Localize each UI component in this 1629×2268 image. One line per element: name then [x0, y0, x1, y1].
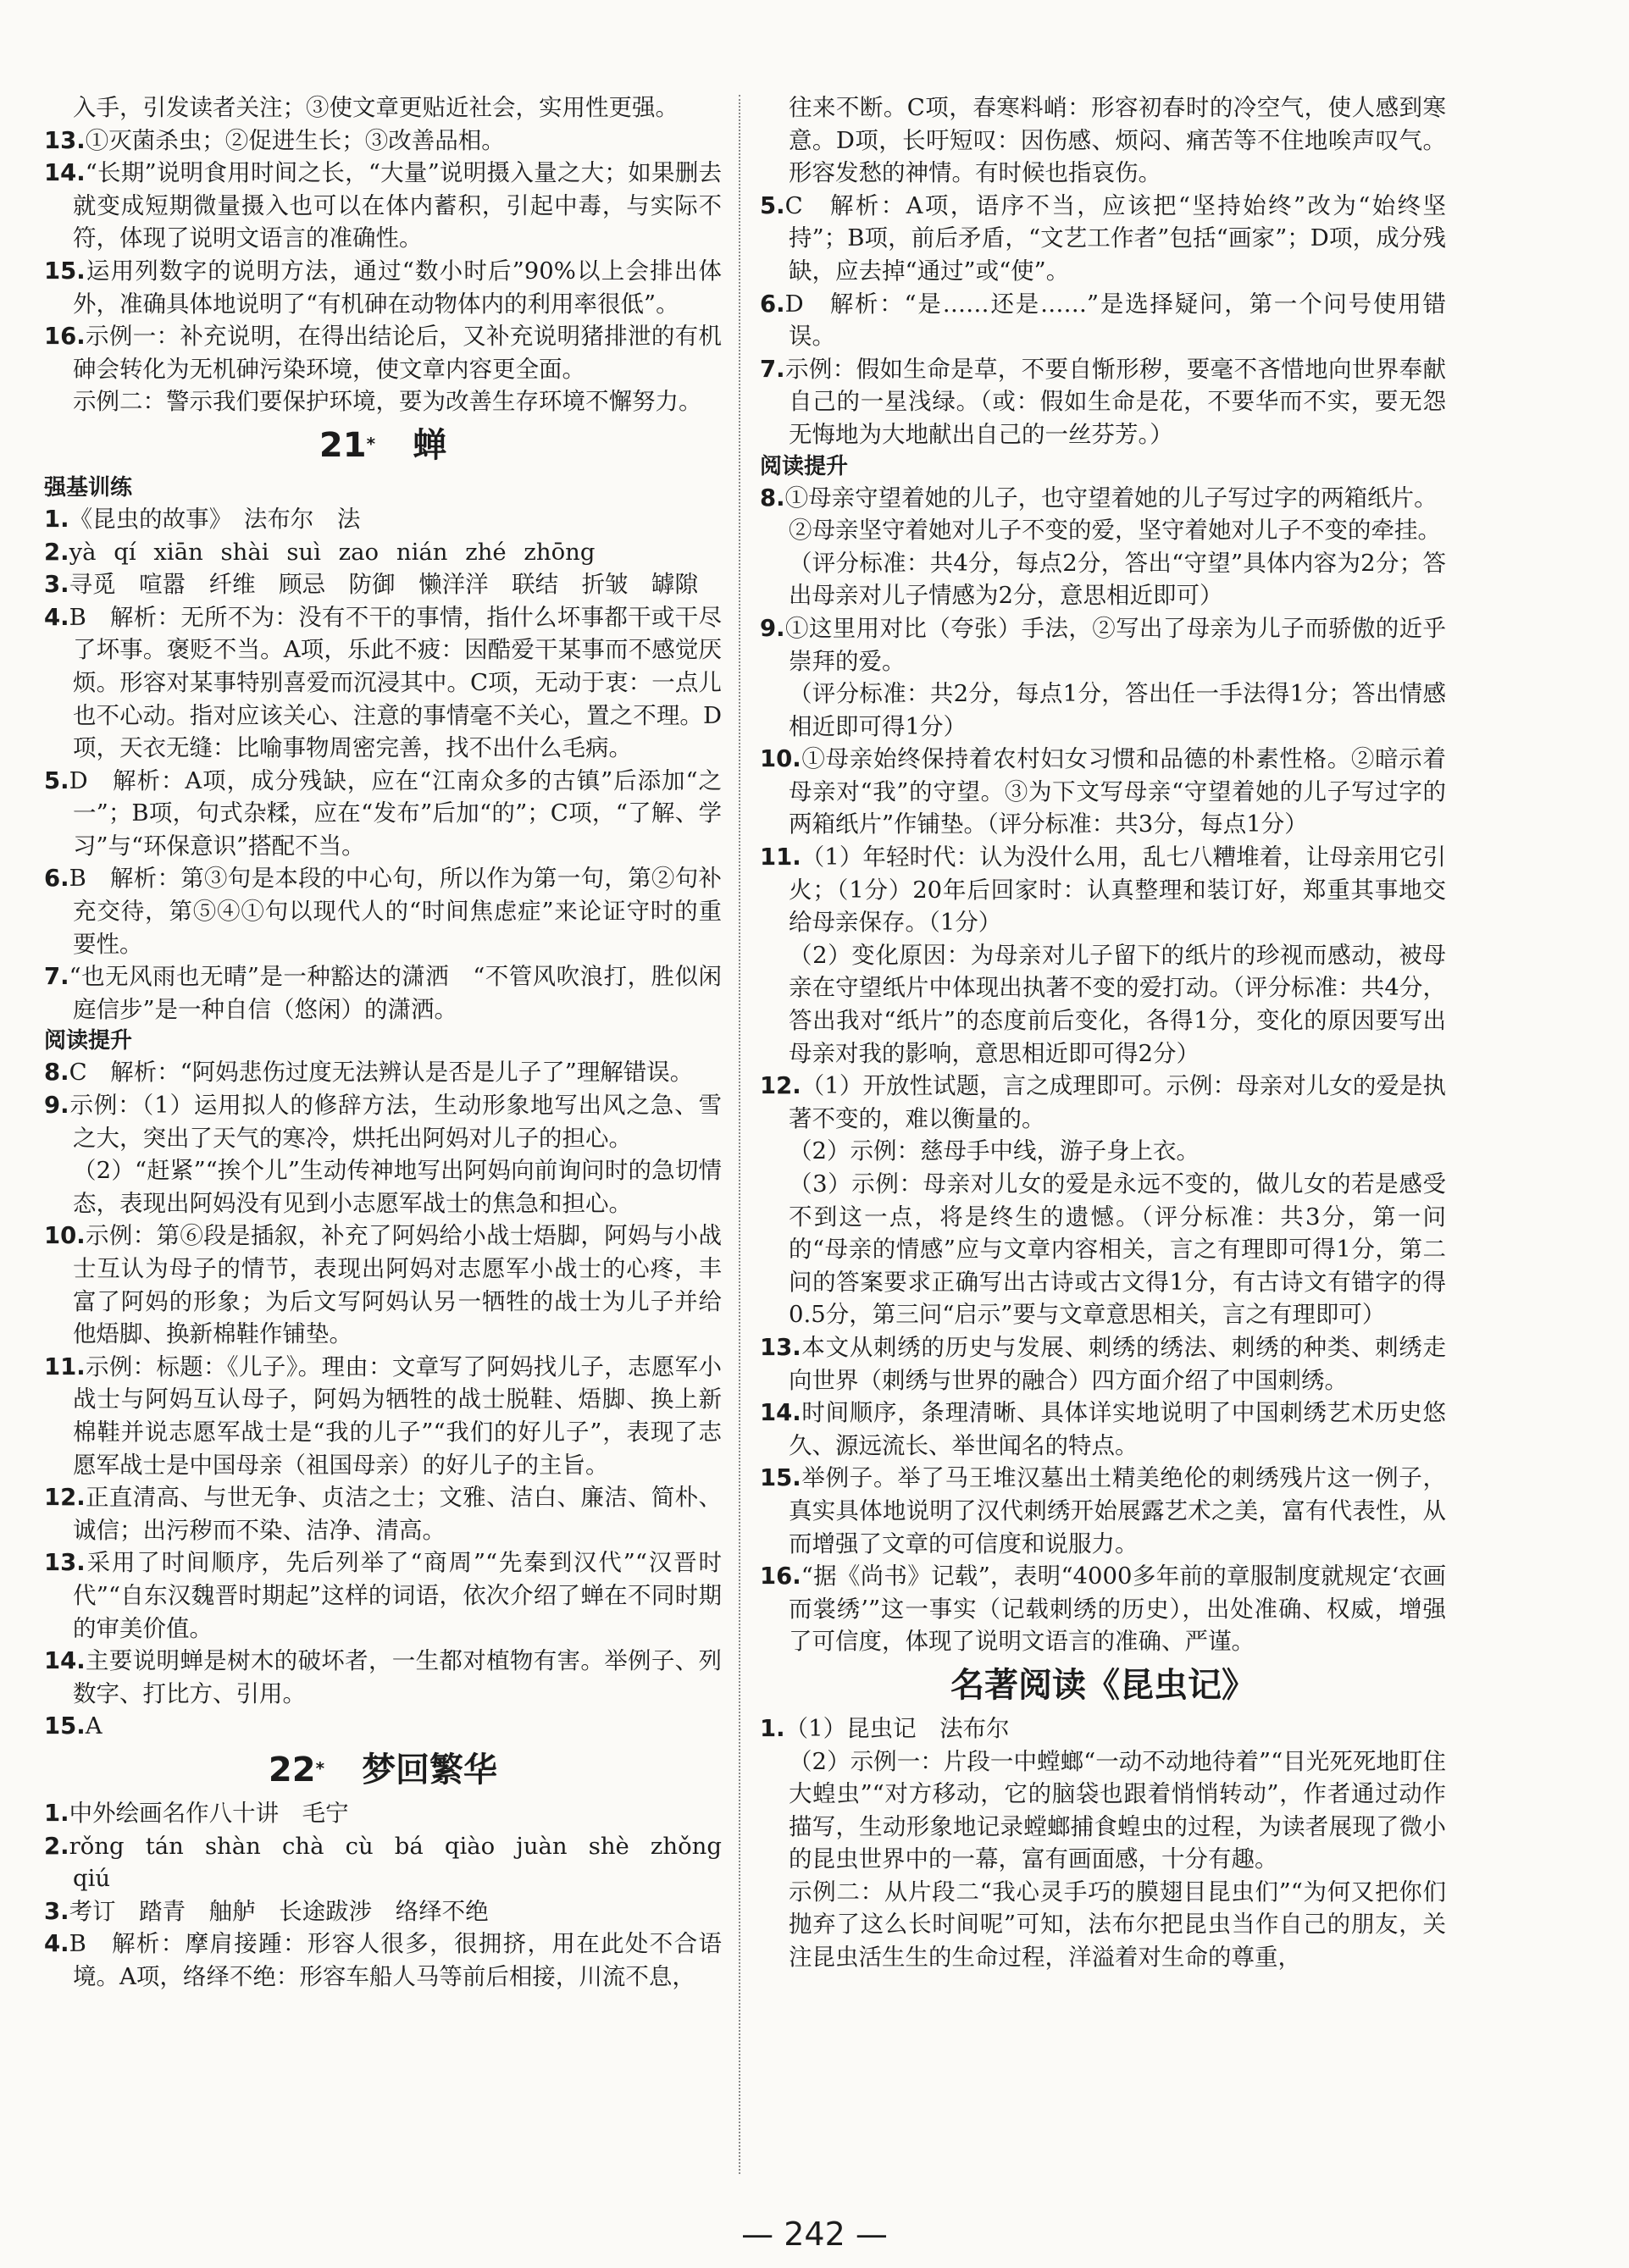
answer-text: （1）开放性试题，言之成理即可。示例：母亲对儿女的爱是执著不变的，难以衡量的。	[789, 1072, 1446, 1132]
answer-item	[44, 1797, 722, 1830]
answer-item	[760, 1876, 1446, 1974]
answer-item	[44, 1928, 722, 1993]
answer-item	[44, 601, 722, 765]
answer-text: D 解析：“是……还是……”是选择疑问，第一个问号使用错误。	[784, 290, 1446, 351]
question-number: 5.	[44, 766, 69, 794]
answer-text: ①这里用对比（夸张）手法，②写出了母亲为儿子而骄傲的近乎崇拜的爱。	[784, 614, 1446, 675]
right-column	[760, 91, 1446, 1974]
answer-item	[760, 1462, 1446, 1560]
answer-item	[44, 1481, 722, 1546]
answer-item	[44, 503, 722, 536]
answer-item	[44, 1351, 722, 1481]
answer-text: ①母亲守望着她的儿子，也守望着她的儿子写过字的两箱纸片。	[784, 484, 1438, 512]
answer-item	[760, 1560, 1446, 1658]
answer-item	[44, 157, 722, 255]
answer-item	[44, 862, 722, 960]
answer-text: ②母亲坚守着她对儿子不变的爱，坚守着她对儿子不变的牵挂。	[789, 517, 1441, 545]
lesson-heading	[760, 1660, 1446, 1711]
answer-text: （2）变化原因：为母亲对儿子留下的纸片的珍视而感动，被母亲在守望纸片中体现出执著不变的爱打动。（评分标准：共4分，答出我对“纸片”的态度前后变化，各得1分，变化的原因要写出母亲对我的影响，意思相近即可得2分）	[789, 941, 1446, 1067]
question-number: 2.	[44, 1832, 69, 1860]
answer-item	[44, 1056, 722, 1089]
answer-item	[760, 91, 1446, 190]
answer-text: 示例二：从片段二“我心灵手巧的膜翅目昆虫们”“为何又把你们抛弃了这么长时间呢”可知，法布尔把昆虫当作自己的朋友，关注昆虫活生生的生命过程，洋溢着对生命的尊重，	[789, 1878, 1446, 1972]
question-number: 16.	[44, 323, 86, 351]
answer-text: （2）示例一：片段一中螳螂“一动不动地待着”“目光死死地盯住大蝗虫”“对方移动，它的脑袋也跟着悄悄转动”，作者通过动作描写，生动形象地记录螳螂捕食蝗虫的过程，为读者展现了微小的昆虫世界中的一幕，富有画面感，十分有趣。	[789, 1747, 1446, 1873]
answer-text: 运用列数字的说明方法，通过“数小时后”90%以上会排出体外，准确具体地说明了“有机砷在动物体内的利用率很低”。	[73, 257, 722, 318]
lesson-heading	[44, 420, 722, 471]
answer-item	[44, 536, 722, 569]
answer-item	[760, 1135, 1446, 1168]
answer-text: （1）昆虫记 法布尔	[784, 1714, 1010, 1742]
question-number: 4.	[44, 1930, 69, 1958]
answer-text: 中外绘画名作八十讲 毛宁	[69, 1799, 349, 1827]
answer-text: 采用了时间顺序，先后列举了“商周”“先秦到汉代”“汉晋时代”“自东汉魏晋时期起”这样的词语，依次介绍了蝉在不同时期的审美价值。	[73, 1549, 722, 1642]
question-number: 1.	[44, 505, 69, 533]
answer-text: “据《尚书》记载”，表明“4000多年前的章服制度就规定‘衣画而裳绣’”这一事实（记载刺绣的历史），出处准确、权威，增强了可信度，体现了说明文语言的准确、严谨。	[789, 1563, 1446, 1656]
answer-item	[760, 743, 1446, 841]
column-divider	[739, 95, 740, 2174]
answer-text: 示例二：警示我们要保护环境，要为改善生存环境不懈努力。	[73, 388, 702, 416]
answer-item	[44, 568, 722, 601]
answer-text: 时间顺序，条理清晰、具体详实地说明了中国刺绣艺术历史悠久、源远流长、举世闻名的特点。	[789, 1399, 1446, 1459]
lesson-title: 名著阅读《昆虫记》	[950, 1665, 1255, 1705]
question-number: 12.	[760, 1072, 801, 1100]
question-number: 15.	[44, 257, 86, 285]
answer-text: “也无风雨也无晴”是一种豁达的潇洒 “不管风吹浪打，胜似闲庭信步”是一种自信（悠闲）的潇洒。	[69, 963, 722, 1023]
question-number: 11.	[760, 844, 801, 871]
answer-item	[760, 939, 1446, 1070]
answer-item	[760, 514, 1446, 547]
answer-item	[44, 1710, 722, 1743]
answer-text: 示例：（1）运用拟人的修辞方法，生动形象地写出风之急、雪之大，突出了天气的寒冷，烘托出阿妈对儿子的担心。	[69, 1092, 722, 1152]
answer-item	[44, 385, 722, 418]
answer-text: 示例一：补充说明，在得出结论后，又补充说明猪排泄的有机砷会转化为无机砷污染环境，使文章内容更全面。	[73, 323, 722, 383]
question-number: 8.	[44, 1059, 69, 1087]
answer-item	[44, 124, 722, 158]
answer-item	[760, 1397, 1446, 1462]
section-heading: 阅读提升	[760, 453, 849, 479]
answer-text: 主要说明蝉是树木的破坏者，一生都对植物有害。举例子、列数字、打比方、引用。	[73, 1647, 722, 1707]
question-number: 1.	[760, 1714, 785, 1742]
answer-text: 示例：第⑥段是插叙，补充了阿妈给小战士焐脚，阿妈与小战士互认为母子的情节，表现出阿妈对志愿军小战士的心疼，丰富了阿妈的形象；为后文写阿妈认另一牺牲的战士为儿子并给他焐脚、换新棉鞋作铺垫。	[73, 1222, 722, 1348]
lesson-title: 梦回繁华	[362, 1750, 498, 1790]
question-number: 3.	[44, 571, 69, 599]
question-number: 8.	[760, 484, 785, 512]
answer-text: rǒng tán shàn chà cù bá qiào juàn shè zhǒng qiú	[69, 1832, 722, 1893]
answer-item	[760, 190, 1446, 288]
answer-text: （3）示例：母亲对儿女的爱是永远不变的，做儿女的若是感受不到这一点，将是终生的遗憾。（评分标准：共3分，第一问的“母亲的情感”应与文章内容相关，言之有理即可得1分，第二问的答案要求正确写出古诗或古文得1分，有古诗文有错字的得0.5分，第三问“启示”要与文章意思相关，言之有理即可）	[789, 1170, 1446, 1329]
lesson-heading	[44, 1745, 722, 1795]
section-heading: 强基训练	[44, 474, 133, 501]
answer-text: （1）年轻时代：认为没什么用，乱七八糟堆着，让母亲用它引火；（1分）20年后回家时：认真整理和装订好，郑重其事地交给母亲保存。（1分）	[789, 844, 1446, 937]
answer-text: 《昆虫的故事》 法布尔 法	[69, 505, 361, 533]
answer-text: C 解析：A项，语序不当，应该把“坚持始终”改为“始终坚持”；B项，前后矛盾，“文艺工作者”包括“画家”；D项，成分残缺，应去掉“通过”或“使”。	[784, 191, 1446, 285]
question-number: 12.	[44, 1484, 86, 1512]
answer-text: （2）“赶紧”“挨个儿”生动传神地写出阿妈向前询问时的急切情态，表现出阿妈没有见到小志愿军战士的焦急和担心。	[73, 1157, 722, 1217]
left-column	[44, 91, 722, 1993]
answer-text: 考订 踏青 舳舻 长途跋涉 络绎不绝	[69, 1897, 489, 1925]
answer-text: 示例：标题：《儿子》。理由：文章写了阿妈找儿子，志愿军小战士与阿妈互认母子，阿妈为牺牲的战士脱鞋、焐脚、换上新棉鞋并说志愿军战士是“我的儿子”“我们的好儿子”，表现了志愿军战士是中国母亲（祖国母亲）的好儿子的主旨。	[73, 1353, 722, 1479]
question-number: 6.	[760, 290, 785, 318]
answer-item	[44, 1895, 722, 1928]
answer-text: 寻觅 喧嚣 纤维 顾忌 防御 懒洋洋 联结 折皱 罅隙	[69, 571, 699, 599]
answer-text: A	[85, 1712, 103, 1740]
page-footer: — 242 —	[741, 2215, 888, 2253]
question-number: 13.	[760, 1333, 801, 1361]
answer-text: （评分标准：共2分，每点1分，答出任一手法得1分；答出情感相近即可得1分）	[789, 680, 1446, 740]
answer-item	[760, 1745, 1446, 1876]
answer-text: 入手，引发读者关注；③使文章更贴近社会，实用性更强。	[73, 94, 679, 121]
question-number: 2.	[44, 538, 69, 566]
answer-text: ①灭菌杀虫；②促进生长；③改善品相。	[85, 126, 505, 154]
answer-item	[760, 1168, 1446, 1331]
question-number: 14.	[44, 1647, 86, 1675]
section-heading: 阅读提升	[44, 1028, 133, 1054]
lesson-mark: *	[315, 1757, 325, 1778]
question-number: 13.	[44, 1549, 86, 1577]
answer-item	[760, 353, 1446, 451]
question-number: 14.	[44, 159, 86, 187]
answer-text: （评分标准：共4分，每点2分，答出“守望”具体内容为2分；答出母亲对儿子情感为2分，意思相近即可）	[789, 549, 1446, 610]
answer-item	[44, 1089, 722, 1154]
lesson-title: 蝉	[413, 425, 447, 465]
answer-item	[760, 547, 1446, 612]
answer-text: D 解析：A项，成分残缺，应在“江南众多的古镇”后添加“之一”；B项，句式杂糅，应在“发布”后加“的”；C项，“了解、学习”与“环保意识”搭配不当。	[69, 766, 722, 860]
question-number: 6.	[44, 865, 69, 893]
question-number: 4.	[44, 603, 69, 631]
question-number: 9.	[760, 614, 785, 642]
answer-item	[44, 960, 722, 1026]
answer-text: “长期”说明食用时间之长，“大量”说明摄入量之大；如果删去就变成短期微量摄入也可以在体内蓄积，引起中毒，与实际不符，体现了说明文语言的准确性。	[73, 159, 722, 252]
answer-text: 示例：假如生命是草，不要自惭形秽，要毫不吝惜地向世界奉献自己的一星浅绿。（或：假如生命是花，不要华而不实，要无怨无悔地为大地献出自己的一丝芬芳。）	[784, 355, 1446, 448]
answer-item	[760, 1331, 1446, 1397]
question-number: 9.	[44, 1092, 69, 1120]
answer-text: （2）示例：慈母手中线，游子身上衣。	[789, 1137, 1200, 1165]
question-number: 15.	[760, 1464, 801, 1492]
page-number: 242	[784, 2215, 845, 2253]
answer-text: yà qí xiān shài suì zao nián zhé zhōng	[69, 538, 596, 566]
answer-item	[44, 1220, 722, 1350]
answer-item	[44, 320, 722, 385]
answer-text: 举例子。举了马王堆汉墓出土精美绝伦的刺绣残片这一例子，真实具体地说明了汉代刺绣开始展露艺术之美，富有代表性，从而增强了文章的可信度和说服力。	[789, 1464, 1446, 1557]
answer-text: 正直清高、与世无争、贞洁之士；文雅、洁白、廉洁、简朴、诚信；出污秽而不染、洁净、清高。	[73, 1484, 722, 1544]
answer-item	[760, 482, 1446, 515]
answer-item	[760, 1070, 1446, 1135]
answer-item	[44, 91, 722, 124]
answer-text: B 解析：第③句是本段的中心句，所以作为第一句，第②句补充交待，第⑤④①句以现代人的“时间焦虑症”来论证守时的重要性。	[69, 865, 722, 958]
answer-text: 往来不断。C项，春寒料峭：形容初春时的冷空气，使人感到寒意。D项，长吁短叹：因伤感、烦闷、痛苦等不住地唉声叹气。形容发愁的神情。有时候也指哀伤。	[789, 94, 1446, 187]
answer-text: B 解析：无所不为：没有不干的事情，指什么坏事都干或干尽了坏事。褒贬不当。A项，乐此不疲：因酷爱干某事而不感觉厌烦。形容对某事特别喜爱而沉浸其中。C项，无动于衷：一点儿也不心动。指对应该关心、注意的事情毫不关心，置之不理。D项，天衣无缝：比喻事物周密完善，找不出什么毛病。	[69, 603, 722, 762]
question-number: 15.	[44, 1712, 86, 1740]
answer-text: C 解析：“阿妈悲伤过度无法辨认是否是儿子了”理解错误。	[69, 1059, 694, 1087]
question-number: 16.	[760, 1563, 801, 1590]
answer-item	[760, 1712, 1446, 1745]
question-number: 11.	[44, 1353, 86, 1380]
question-number: 1.	[44, 1799, 69, 1827]
answer-text: B 解析：摩肩接踵：形容人很多，很拥挤，用在此处不合语境。A项，络绎不绝：形容车船人马等前后相接，川流不息，	[69, 1930, 722, 1990]
answer-text: ①母亲始终保持着农村妇女习惯和品德的朴素性格。②暗示着母亲对“我”的守望。③为下文写母亲“守望着她的儿子写过字的两箱纸片”作铺垫。（评分标准：共3分，每点1分）	[789, 745, 1446, 838]
lesson-number: 22	[268, 1750, 316, 1790]
answer-item	[760, 841, 1446, 939]
answer-item	[44, 765, 722, 863]
question-number: 14.	[760, 1399, 801, 1427]
question-number: 10.	[44, 1222, 86, 1250]
question-number: 10.	[760, 745, 801, 773]
answer-item	[760, 288, 1446, 353]
answer-item	[44, 1830, 722, 1895]
lesson-mark: *	[366, 433, 376, 454]
answer-item	[760, 678, 1446, 743]
question-number: 7.	[44, 963, 69, 991]
answer-item	[44, 1154, 722, 1220]
lesson-number: 21	[319, 425, 367, 465]
answer-item	[44, 1546, 722, 1645]
question-number: 7.	[760, 355, 785, 383]
question-number: 5.	[760, 191, 785, 219]
answer-item	[760, 612, 1446, 678]
answer-item	[44, 255, 722, 320]
question-number: 3.	[44, 1897, 69, 1925]
question-number: 13.	[44, 126, 86, 154]
answer-text: 本文从刺绣的历史与发展、刺绣的绣法、刺绣的种类、刺绣走向世界（刺绣与世界的融合）四方面介绍了中国刺绣。	[789, 1333, 1446, 1394]
answer-item	[44, 1645, 722, 1710]
